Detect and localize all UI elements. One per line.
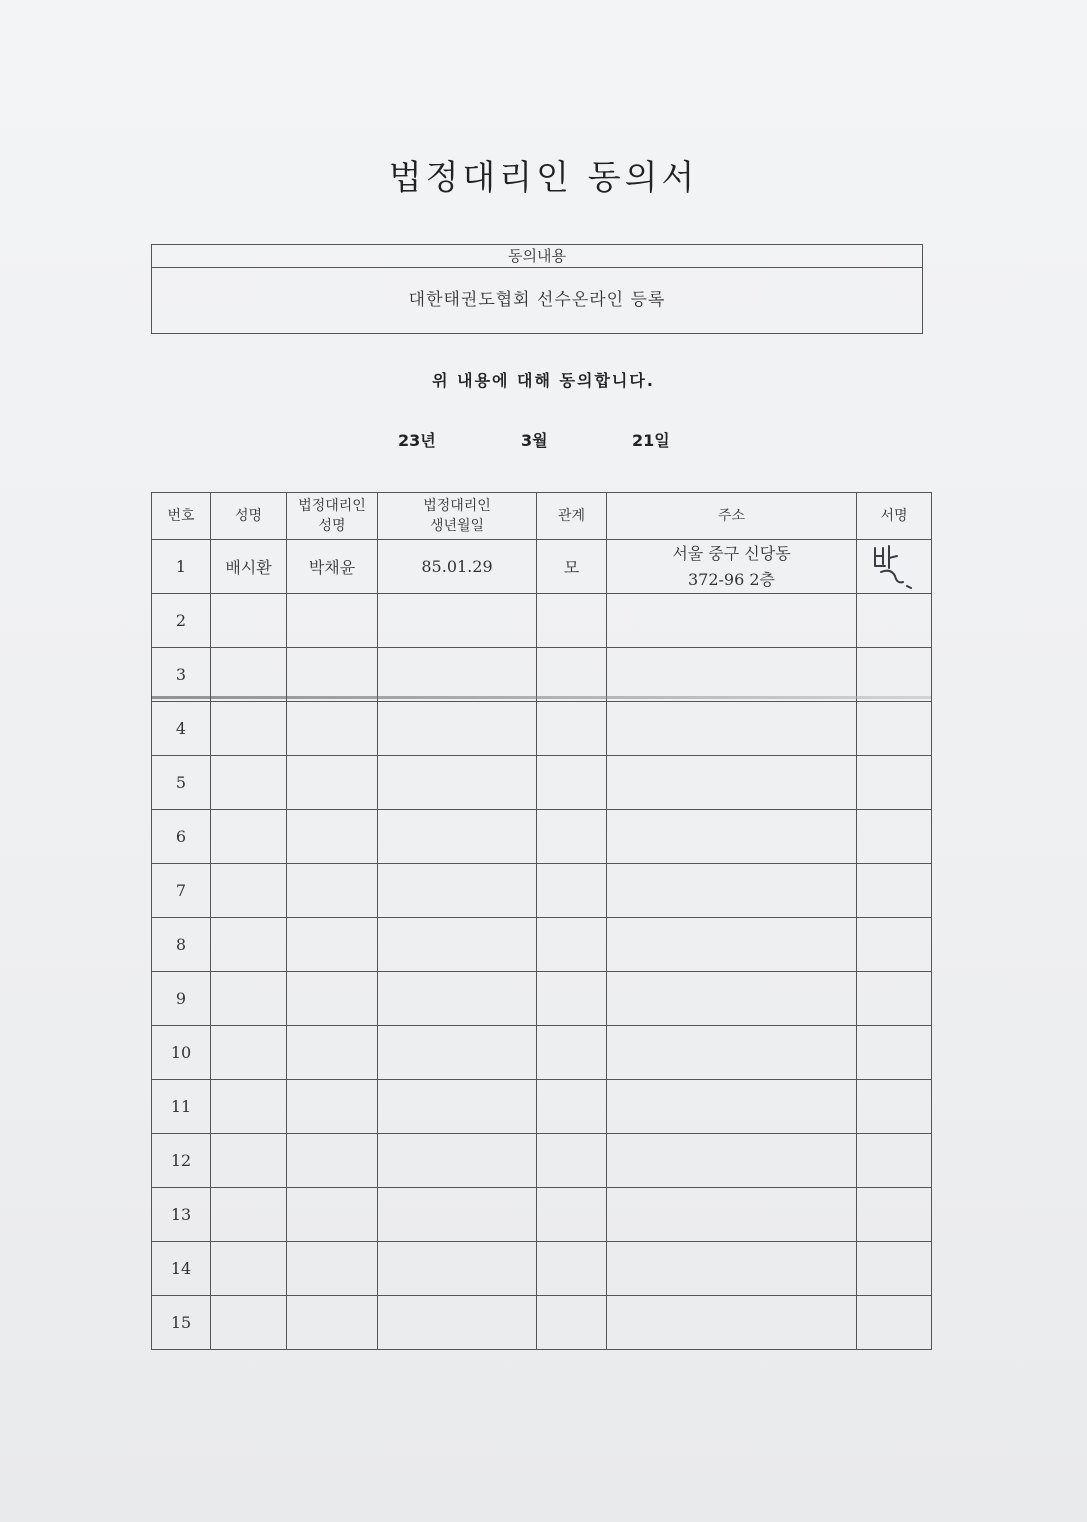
header-address: 주소 <box>607 493 857 540</box>
table-row <box>152 810 932 864</box>
guardian-name: 박채윤 <box>287 540 378 594</box>
date-year: 23년 <box>398 431 436 450</box>
header-relation: 관계 <box>537 493 607 540</box>
guardian-table <box>151 492 932 1350</box>
table-header-row <box>152 493 932 540</box>
table-row <box>152 1026 932 1080</box>
document-title: 법정대리인 동의서 <box>388 158 699 198</box>
row-number: 3 <box>152 648 211 702</box>
table-row <box>152 1188 932 1242</box>
row-number: 10 <box>152 1026 211 1080</box>
student-name: 배시환 <box>211 540 287 594</box>
row-number: 2 <box>152 594 211 648</box>
date-month: 3월 <box>521 431 548 450</box>
row-number: 11 <box>152 1080 211 1134</box>
row-number: 9 <box>152 972 211 1026</box>
relation: 모 <box>537 540 607 594</box>
table-row <box>152 1242 932 1296</box>
table-row <box>152 972 932 1026</box>
address-line-1: 서울 중구 신당동 <box>672 543 791 563</box>
scan-artifact-line <box>151 696 931 699</box>
row-number: 4 <box>152 702 211 756</box>
handwritten-signature <box>867 542 927 590</box>
table-row <box>152 864 932 918</box>
table-row <box>152 594 932 648</box>
consent-statement: 위 내용에 대해 동의합니다. <box>432 371 655 390</box>
table-row <box>152 756 932 810</box>
consent-content-header: 동의내용 <box>152 245 922 268</box>
table-row <box>152 918 932 972</box>
row-number: 15 <box>152 1296 211 1350</box>
signature-cell <box>857 540 932 594</box>
header-guardian-name: 법정대리인 성명 <box>287 493 378 540</box>
consent-content-box <box>151 244 923 334</box>
row-number: 14 <box>152 1242 211 1296</box>
header-signature: 서명 <box>857 493 932 540</box>
table-row <box>152 1134 932 1188</box>
date-day: 21일 <box>632 431 670 450</box>
row-number: 13 <box>152 1188 211 1242</box>
header-guardian-birth: 법정대리인 생년월일 <box>378 493 537 540</box>
table-row <box>152 1080 932 1134</box>
consent-content-text: 대한태권도협회 선수온라인 등록 <box>408 290 666 310</box>
table-row <box>152 702 932 756</box>
row-number: 7 <box>152 864 211 918</box>
row-number: 8 <box>152 918 211 972</box>
table-row <box>152 648 932 702</box>
table-row <box>152 1296 932 1350</box>
address <box>607 540 857 594</box>
row-number: 1 <box>152 540 211 594</box>
address-line-2: 372-96 2층 <box>687 569 776 589</box>
row-number: 5 <box>152 756 211 810</box>
row-number: 12 <box>152 1134 211 1188</box>
row-number: 6 <box>152 810 211 864</box>
header-number: 번호 <box>152 493 211 540</box>
table-row <box>152 540 932 594</box>
header-name: 성명 <box>211 493 287 540</box>
guardian-birth: 85.01.29 <box>378 540 537 594</box>
